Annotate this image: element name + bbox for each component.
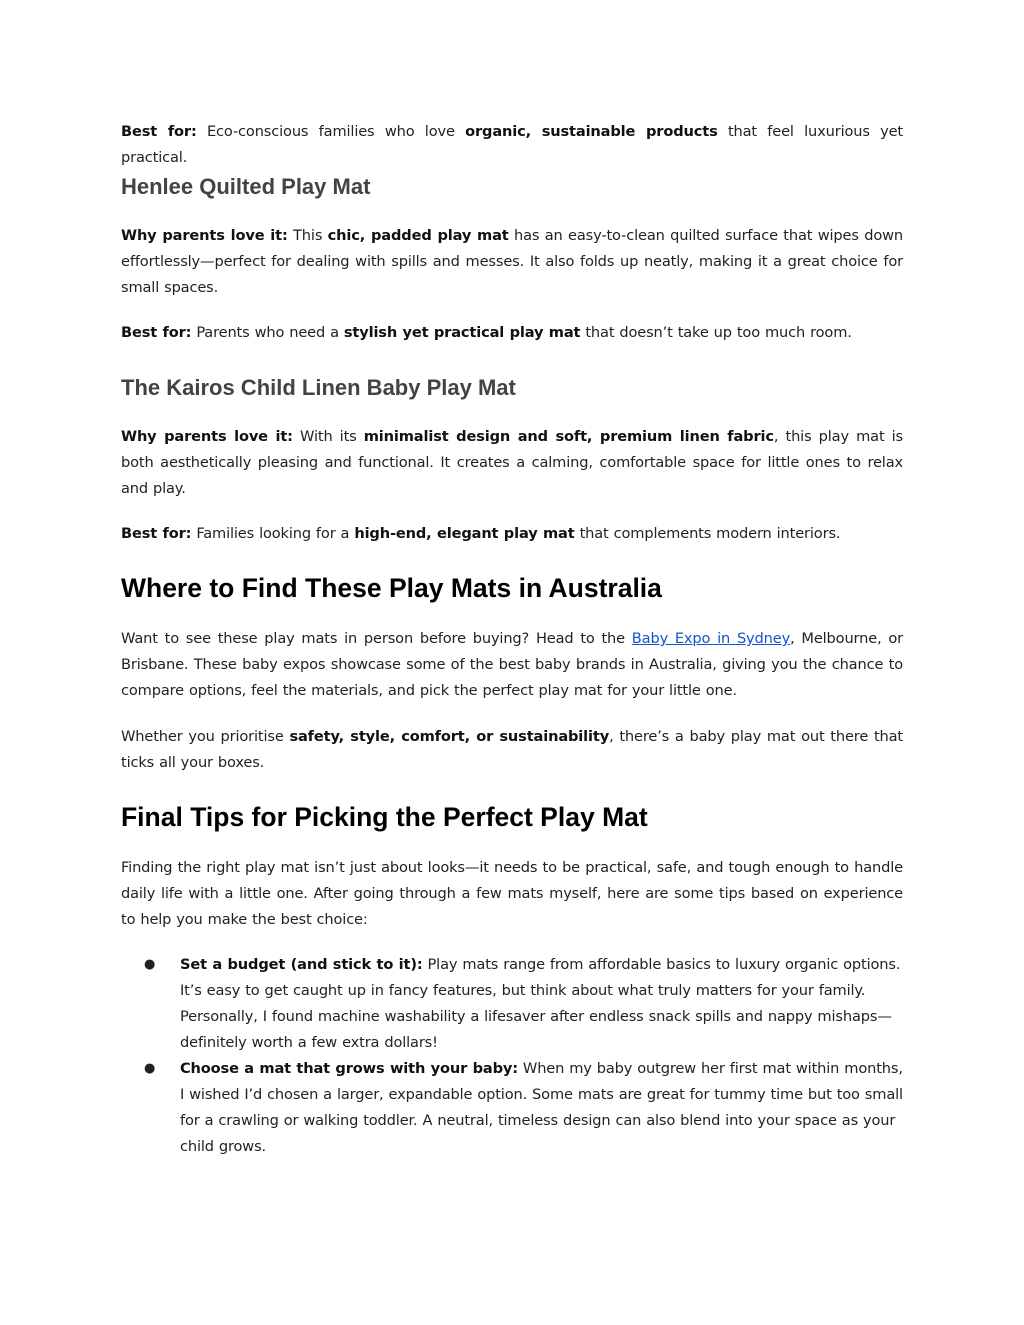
where-to-find-heading: Where to Find These Play Mats in Australia <box>121 573 662 603</box>
best-for-label: Best for: <box>121 525 192 542</box>
why-label: Why parents love it: <box>121 428 293 445</box>
best-for-label: Best for: <box>121 123 197 140</box>
list-item <box>121 1056 903 1160</box>
bullet-icon: ● <box>144 1061 156 1076</box>
kairos-why-paragraph: Why parents love it: With its minimalist design and soft, premium linen fabric, this play mat is both aesthetically pleasing and functional. It creates a calming, comfortable space for little ones to relax and play. <box>121 428 904 497</box>
kairos-best-for-paragraph: Best for: Families looking for a high-end, elegant play mat that complements modern interiors. <box>121 525 841 542</box>
where-paragraph-2: Whether you prioritise safety, style, comfort, or sustainability, there’s a baby play mat out there that ticks all your boxes. <box>121 728 903 771</box>
final-tips-intro: Finding the right play mat isn’t just about looks—it needs to be practical, safe, and tough enough to handle daily life with a little one. After going through a few mats myself, here are some tips based on experience to help you make the best choice: <box>121 859 903 928</box>
henlee-why-paragraph: Why parents love it: This chic, padded play mat has an easy-to-clean quilted surface that wipes down effortlessly—perfect for dealing with spills and messes. It also folds up neatly, making it a great choice for small spaces. <box>121 227 903 296</box>
final-tips-heading: Final Tips for Picking the Perfect Play Mat <box>121 802 648 832</box>
bullet-icon: ● <box>144 957 156 972</box>
why-label: Why parents love it: <box>121 227 288 244</box>
baby-expo-sydney-link[interactable]: Baby Expo in Sydney <box>631 630 791 647</box>
kairos-heading: The Kairos Child Linen Baby Play Mat <box>121 375 516 400</box>
tip-label: Set a budget (and stick to it): <box>180 956 423 973</box>
tips-list <box>121 952 903 1160</box>
best-for-label: Best for: <box>121 324 192 341</box>
list-item <box>121 952 903 1056</box>
best-for-paragraph: Best for: Eco-conscious families who love organic, sustainable products that feel luxurious yet practical. <box>121 123 904 166</box>
henlee-best-for-paragraph: Best for: Parents who need a stylish yet practical play mat that doesn’t take up too much room. <box>121 324 852 341</box>
henlee-heading: Henlee Quilted Play Mat <box>121 174 371 199</box>
tip-text: Play mats range from affordable basics to luxury organic options. It’s easy to get caught up in fancy features, but think about what truly matters for your family. Personally, I found machine washability a lifesaver after endless snack spills and nappy mishaps—definitely worth a few extra dollars! <box>180 956 901 1051</box>
where-paragraph-1: Want to see these play mats in person before buying? Head to the Baby Expo in Sydney, Melbourne, or Brisbane. These baby expos showcase some of the best baby brands in Australia, giving you the chance to compare options, feel the materials, and pick the perfect play mat for your little one. <box>121 630 903 699</box>
tip-text: When my baby outgrew her first mat within months, I wished I’d chosen a larger, expandable option. Some mats are great for tummy time but too small for a crawling or walking toddler. A neutral, timeless design can also blend into your space as your child grows. <box>180 1060 903 1155</box>
tip-label: Choose a mat that grows with your baby: <box>180 1060 518 1077</box>
